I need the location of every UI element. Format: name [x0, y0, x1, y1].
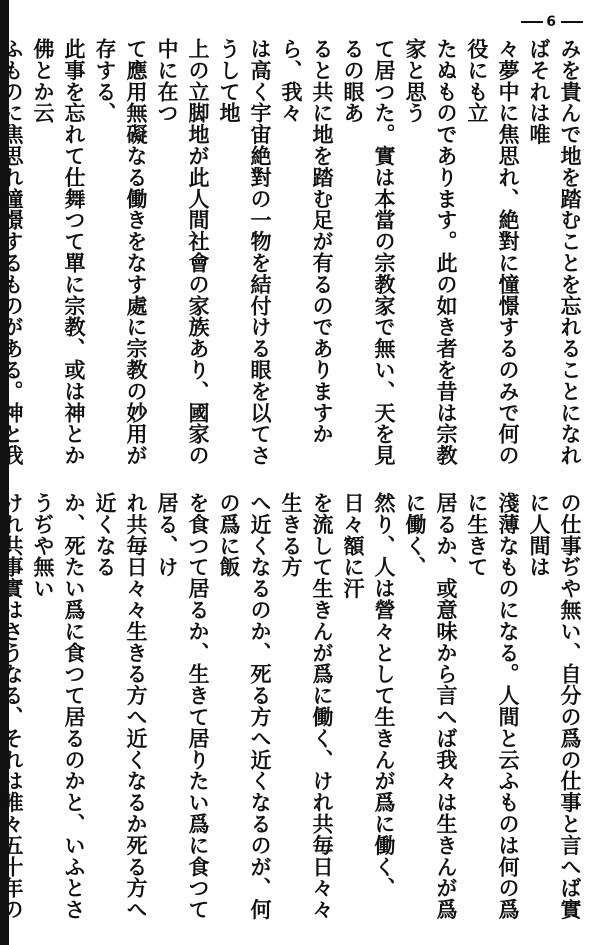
text-column: 淺薄なものになる。人間と云ふものは何の爲に生きて	[465, 492, 521, 920]
text-column: れ共毎日々々生きる方へ近くなるか死る方へ近くなる	[93, 492, 149, 920]
text-column: みを貴んで地を踏むことを忘れることになればそれは唯	[527, 38, 583, 466]
upper-text-block	[0, 38, 586, 468]
text-column: て應用無礙なる働きをなす處に宗教の妙用が存する、	[93, 38, 149, 466]
text-column: の仕事ぢや無い、自分の爲の仕事と言へば實に人間は	[527, 492, 583, 920]
text-column: へ近くなるのか、死る方へ近くなるのが、何の爲に飯	[217, 492, 273, 920]
text-column: は高く宇宙絶對の一物を結付ける眼を以てさうして地	[217, 38, 273, 466]
text-column: 此事を忘れて仕舞つて單に宗教、或は神とか佛とか云	[31, 38, 87, 466]
text-column: か、死たい爲に食つて居るのかと、いふとさうぢや無い	[31, 492, 87, 920]
text-column: けれ共事實はさうなる、それは唯々五十年の	[0, 492, 25, 920]
upper-paragraph	[0, 38, 586, 468]
text-column: ると共に地を踏む足が有るのでありますから、我々	[279, 38, 335, 445]
text-column: 々夢中に焦思れ、絶對に憧憬するのみで何の役にも立	[465, 38, 521, 466]
page-number: 6	[518, 14, 586, 30]
lower-text-block	[0, 492, 586, 932]
text-column: を食つて居るか、生きて居りたい爲に食つて居る、け	[155, 492, 211, 920]
text-column: 然り、人は營々として生きんが爲に働く、日々額に汗	[341, 492, 397, 899]
text-column: を流して生きんが爲に働く、けれ共毎日々々生きる方	[279, 492, 335, 920]
text-column: ふものに焦思れ憧憬するものがある。神と我	[0, 38, 25, 466]
text-column: て居つた。實は本當の宗教家で無い、天を見るの眼あ	[341, 38, 397, 466]
lower-paragraph	[0, 492, 586, 932]
text-column: 居るか、或意味から言へば我々は生きんが爲に働く、	[403, 492, 459, 920]
text-column: たぬものであります。此の如き者を昔は宗教家と思う	[403, 38, 459, 466]
text-column: 上の立脚地が此人間社會の家族あり、國家の中に在つ	[155, 38, 211, 466]
